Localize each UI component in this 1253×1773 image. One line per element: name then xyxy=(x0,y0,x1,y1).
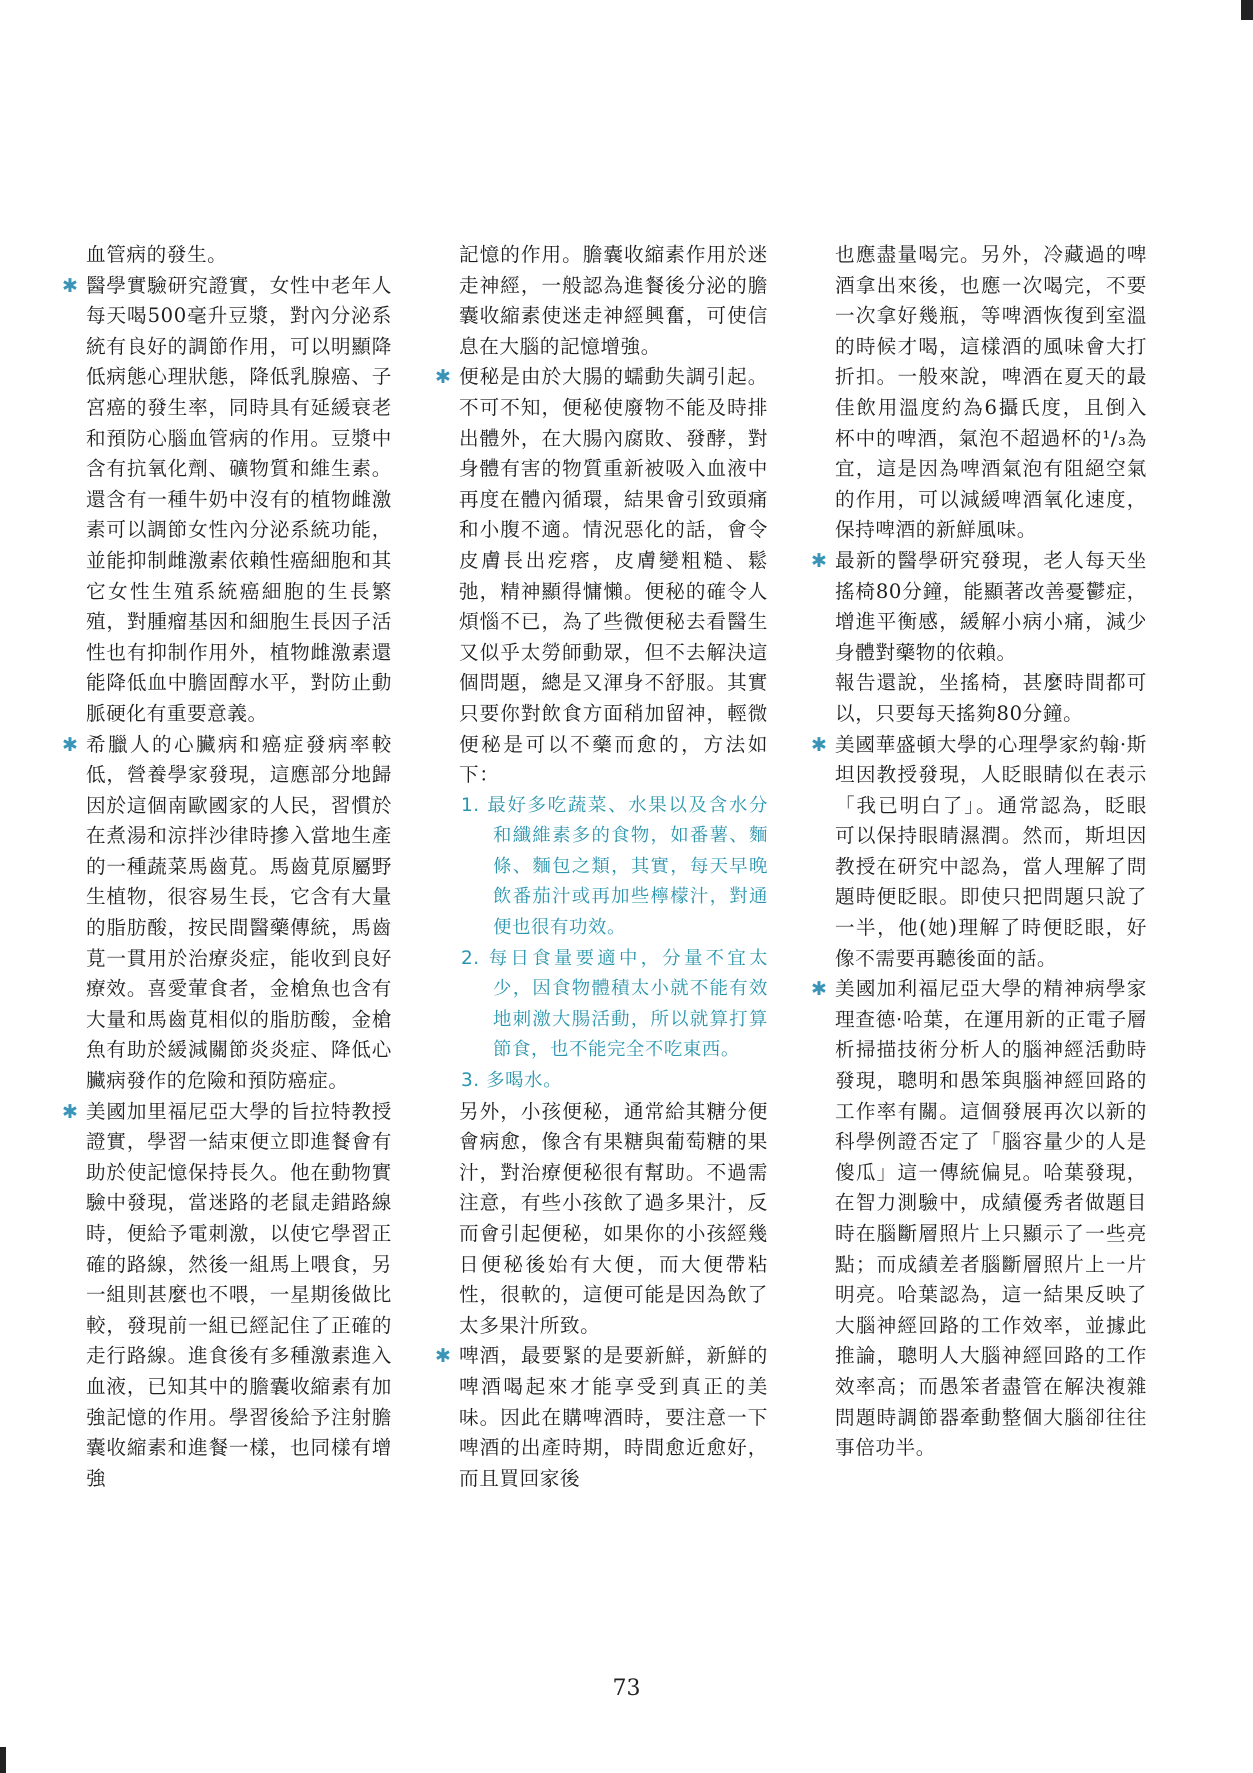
paragraph-report: 報告還說，坐搖椅，甚麼時間都可以，只要每天搖夠80分鐘。 xyxy=(835,671,1147,725)
paragraph-brain-efficiency: ✱ 美國加利福尼亞大學的精神病學家理查德·哈葉，在運用新的正電子層析掃描技術分析人的腦神經活動時發現，聰明和愚笨與腦神經回路的工作率有關。這個發展再次以新的科學例證否定了「腦容量少的人是傻瓜」這一傳統偏見。哈葉發現，在智力測驗中，成績優秀者做題目時在腦斷層照片上只顯示了一些亮點；而成績差者腦斷層照片上一片明亮。哈葉認為，這一結果反映了大腦神經回路的工作效率，並據此推論，聰明人大腦神經回路的工作效率高；而愚笨者盡管在解決複雜問題時調節器牽動整個大腦卻往往事倍功半。 xyxy=(811,974,1147,1464)
text-column-middle xyxy=(435,240,768,1494)
paragraph-purslane: ✱ 希臘人的心臟病和癌症發病率較低，營養學家發現，這應部分地歸因於這個南歐國家的人民，習慣於在煮湯和涼拌沙律時摻入當地生產的一種蔬菜馬齒莧。馬齒莧原屬野生植物，很容易生長，它含有大量的脂肪酸，按民間醫藥傳統，馬齒莧一貫用於治療炎症，能收到良好療效。喜愛葷食者，金槍魚也含有大量和馬齒莧相似的脂肪酸，金槍魚有助於緩減關節炎炎症、降低心臟病發作的危險和預防癌症。 xyxy=(62,730,392,1097)
page-number: 73 xyxy=(612,1676,641,1701)
paragraph-continuation: 血管病的發生。 xyxy=(86,243,228,266)
paragraph-soy-milk: ✱ 醫學實驗研究證實，女性中老年人每天喝500毫升豆漿，對內分泌系統有良好的調節作用，可以明顯降低病態心理狀態，降低乳腺癌、子宮癌的發生率，同時具有延緩衰老和預防心腦血管病的作用。豆漿中含有抗氧化劑、礦物質和維生素。還含有一種牛奶中沒有的植物雌激素可以調節女性內分泌系統功能，並能抑制雌激素依賴性癌細胞和其它女性生殖系統癌細胞的生長繁殖，對腫瘤基因和細胞生長因子活性也有抑制作用外，植物雌激素還能降低血中膽固醇水平，對防止動脈硬化有重要意義。 xyxy=(62,271,392,730)
text-column-left xyxy=(62,240,392,1494)
scan-edge-mark xyxy=(1241,0,1253,20)
paragraph-memory-study: ✱ 美國加里福尼亞大學的旨拉特教授證實，學習一結束便立即進餐會有助於使記憶保持長久。他在動物實驗中發現，當迷路的老鼠走錯路線時，便給予電刺激，以使它學習正確的路線，然後一組馬上喂食，另一組則甚麼也不喂，一星期後做比較，發現前一組已經記住了正確的走行路線。進食後有多種激素進入血液，已知其中的膽囊收縮素有加強記憶的作用。學習後給予注射膽囊收縮素和進餐一樣，也同樣有增強 xyxy=(62,1097,392,1495)
text-column-right xyxy=(811,240,1147,1464)
paragraph-rocking-chair: ✱ 最新的醫學研究發現，老人每天坐搖椅80分鐘，能顯著改善憂鬱症，增進平衡感，緩解小病小痛，減少身體對藥物的依賴。 xyxy=(811,546,1147,668)
paragraph-continuation: 也應盡量喝完。另外，冷藏過的啤酒拿出來後，也應一次喝完，不要一次拿好幾瓶，等啤酒恢復到室溫的時候才喝，這樣酒的風味會大打折扣。一般來說，啤酒在夏天的最佳飲用溫度約為6攝氏度，且倒入杯中的啤酒，氣泡不超過杯的¹/₃為宜，這是因為啤酒氣泡有阻絕空氣的作用，可以減緩啤酒氧化速度，保持啤酒的新鮮風味。 xyxy=(835,243,1147,542)
paragraph-constipation: ✱ 便秘是由於大腸的蠕動失調引起。不可不知，便秘使廢物不能及時排出體外，在大腸內腐敗、發酵，對身體有害的物質重新被吸入血液中再度在體內循環，結果會引致頭痛和小腹不適。情況惡化的話，會令皮膚長出疙瘩，皮膚變粗糙、鬆弛，精神顯得慵懶。便秘的確令人煩惱不已，為了些微便秘去看醫生又似乎太勞師動眾，但不去解決這個問題，總是又渾身不舒服。其實只要你對飲食方面稍加留神，輕微便秘是可以不藥而愈的，方法如下： xyxy=(435,362,768,790)
paragraph-beer: ✱ 啤酒，最要緊的是要新鮮，新鮮的啤酒喝起來才能享受到真正的美味。因此在購啤酒時，要注意一下啤酒的出產時期，時間愈近愈好，而且買回家後 xyxy=(435,1341,768,1494)
scan-edge-mark xyxy=(0,1747,6,1773)
paragraph-children-constipation: 另外，小孩便秘，通常給其糖分便會病愈，像含有果糖與葡萄糖的果汁，對治療便秘很有幫助。不過需注意，有些小孩飲了過多果汁，反而會引起便秘，如果你的小孩經幾日便秘後始有大便，而大便帶粘性，很軟的，這便可能是因為飲了太多果汁所致。 xyxy=(459,1099,768,1337)
paragraph-blinking: ✱ 美國華盛頓大學的心理學家約翰·斯坦因教授發現，人眨眼睛似在表示「我已明白了」。通常認為，眨眼可以保持眼睛濕潤。然而，斯坦因教授在研究中認為，當人理解了問題時便眨眼。即使只把問題只說了一半，他(她)理解了時便眨眼，好像不需要再聽後面的話。 xyxy=(811,730,1147,975)
list-item-3: 3. 多喝水。 xyxy=(461,1070,563,1092)
list-item-2: 2. 每日食量要適中，分量不宜太少，因食物體積太小就不能有效地刺激大腸活動，所以就算打算節食，也不能完全不吃東西。 xyxy=(461,947,768,1061)
paragraph-continuation: 記憶的作用。膽囊收縮素作用於迷走神經，一般認為進餐後分泌的膽囊收縮素使迷走神經興奮，可使信息在大腦的記憶增強。 xyxy=(459,243,768,358)
list-item-1: 1. 最好多吃蔬菜、水果以及含水分和纖維素多的食物，如番薯、麵條、麵包之類，其實，每天早晚飲番茄汁或再加些檸檬汁，對通便也很有功效。 xyxy=(461,794,768,939)
